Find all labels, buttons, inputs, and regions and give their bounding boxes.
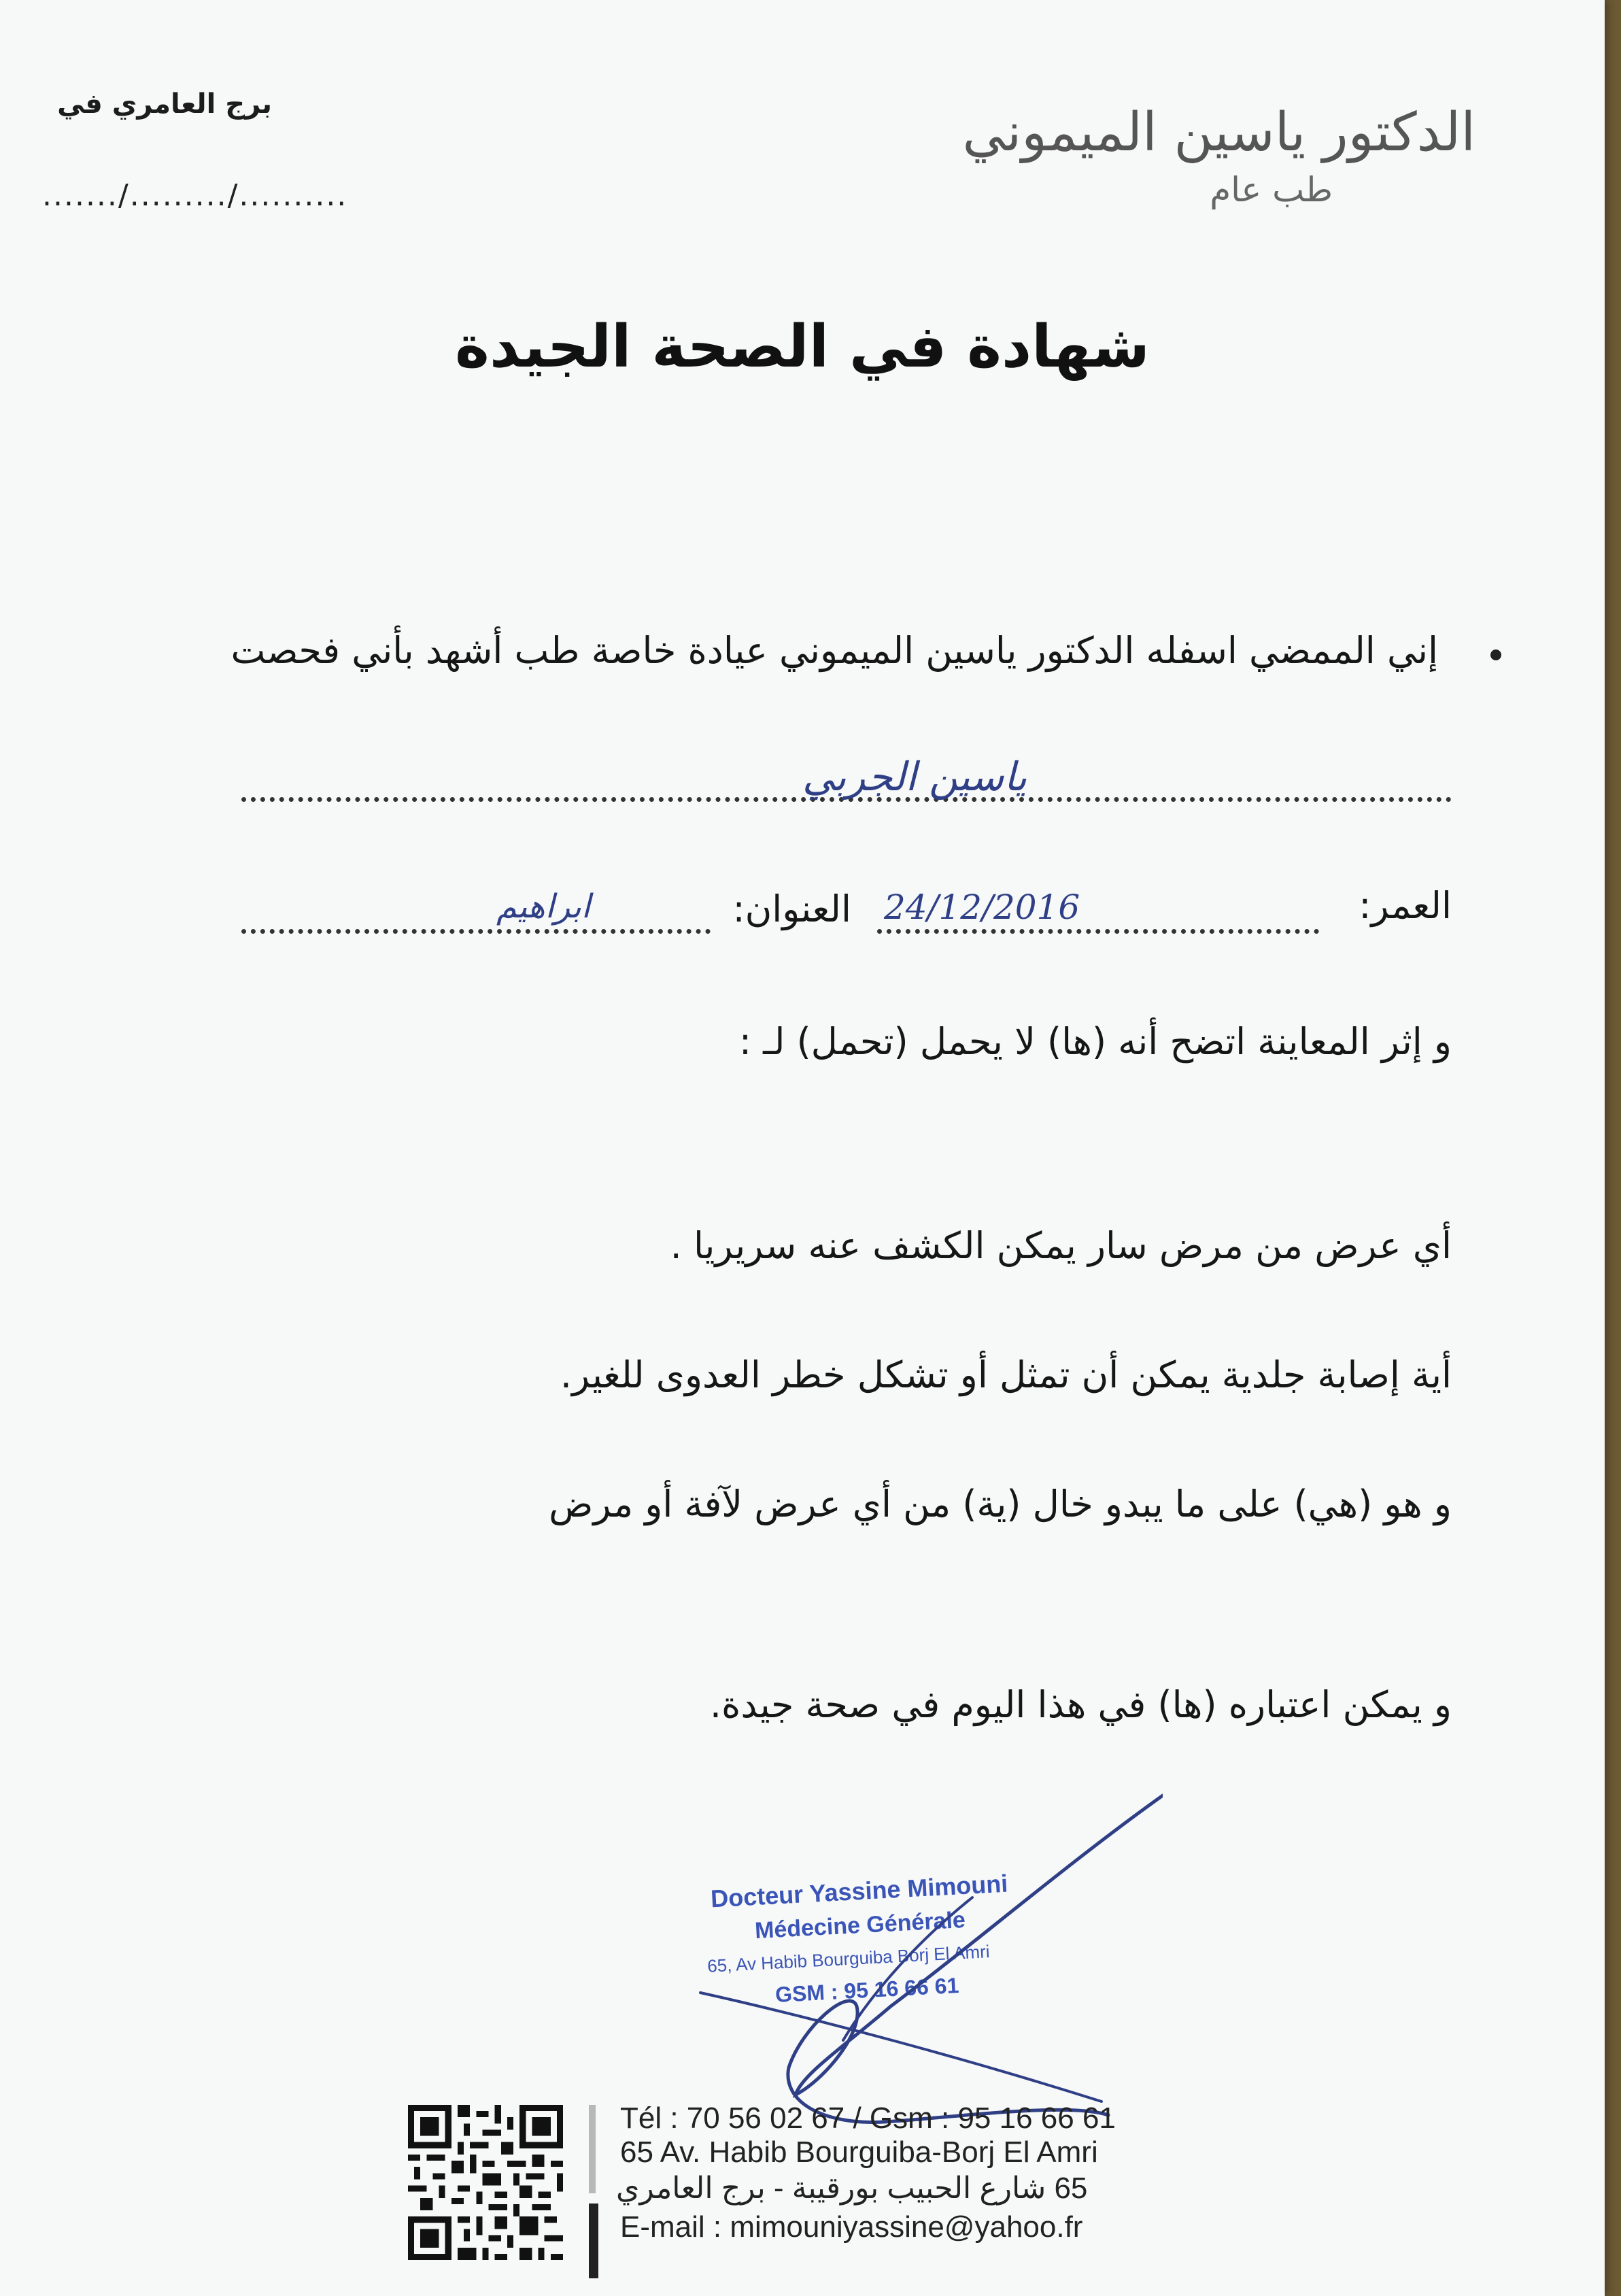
footer-divider-light [589,2105,596,2193]
qr-code [408,2105,563,2260]
clause-free-of-disease: و هو (هي) على ما يبدو خال (ية) من أي عرض لآفة أو مرض [549,1483,1452,1525]
footer-divider-dark [589,2204,598,2278]
stamp-address: 65, Av Habib Bourguiba Borj El Amri [706,1941,991,1976]
conclusion-text: و يمكن اعتباره (ها) في هذا اليوم في صحة جيدة. [709,1683,1452,1726]
address-field-line [241,929,711,934]
attestation-line: إني الممضي اسفله الدكتور ياسين الميموني عيادة خاصة طب أشهد بأني فحصت [231,629,1438,672]
patient-name-handwritten: ياسين الجربي [802,754,1027,800]
footer-address-ar: 65 شارع الحبيب بورقيبة - برج العامري [616,2172,1088,2205]
footer-address-fr: 65 Av. Habib Bourguiba-Borj El Amri [620,2135,1098,2169]
doctor-specialty: طب عام [1210,170,1333,209]
examination-text: و إثر المعاينة اتضح أنه (ها) لا يحمل (تحمل) لـ : [738,1020,1452,1063]
clause-skin-infection: أية إصابة جلدية يمكن أن تمثل أو تشكل خطر العدوى للغير. [560,1353,1452,1396]
address-label: العنوان: [732,888,851,930]
stamp-specialty: Médecine Générale [754,1906,966,1944]
age-field-line [877,929,1319,934]
signature-scribble [687,1782,1163,2135]
age-handwritten: 24/12/2016 [884,888,1080,927]
address-handwritten: ابراهيم [496,888,591,926]
clause-contagious-disease: أي عرض من مرض سار يمكن الكشف عنه سريريا . [670,1224,1452,1267]
doctor-name-header: الدكتور ياسين الميموني [962,102,1475,163]
age-label: العمر: [1359,884,1452,927]
stamp-doctor-name: Docteur Yassine Mimouni [710,1869,1009,1913]
bullet-icon [1490,649,1501,660]
footer-phone: Tél : 70 56 02 67 / Gsm : 95 16 66 61 [620,2101,1116,2135]
stamp-gsm: GSM : 95 16 66 61 [774,1972,960,2008]
footer-email: E-mail : mimouniyassine@yahoo.fr [620,2210,1083,2244]
page-title: شهادة في الصحة الجيدة [455,313,1150,381]
issue-place: برج العامري في [57,88,272,120]
date-field: ......./........./.......... [42,178,348,213]
